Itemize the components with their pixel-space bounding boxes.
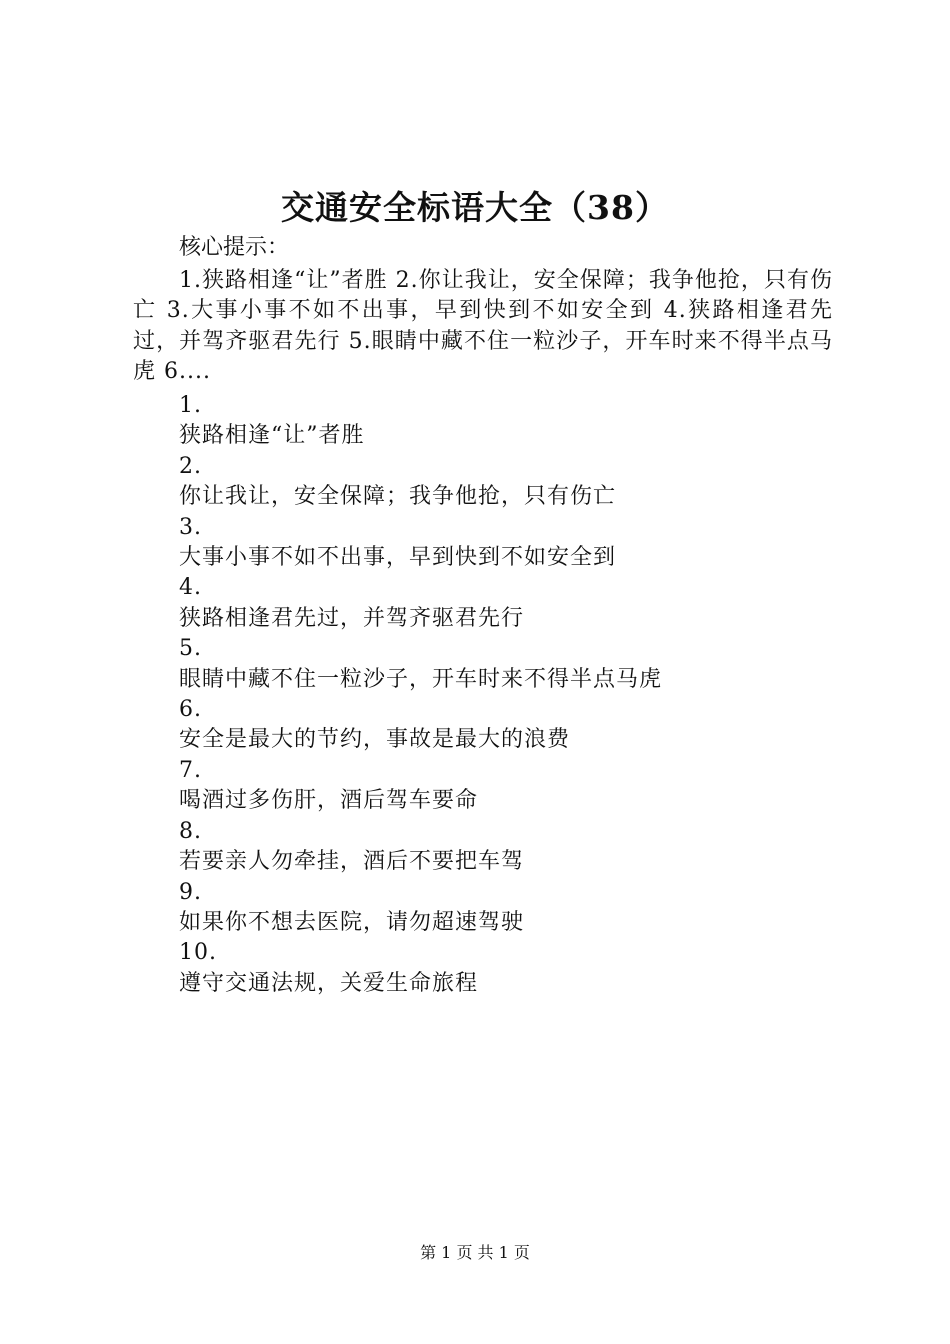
list-item-number: 9. — [179, 879, 202, 905]
list-item-text: 安全是最大的节约，事故是最大的浪费 — [179, 727, 571, 753]
document-title: 交通安全标语大全（38） — [281, 188, 669, 227]
list-item — [179, 938, 839, 999]
list-item-text: 狭路相逢君先过，并驾齐驱君先行 — [179, 605, 525, 631]
list-item-text: 若要亲人勿牵挂，酒后不要把车驾 — [179, 849, 525, 875]
list-item-text: 眼睛中藏不住一粒沙子，开车时来不得半点马虎 — [179, 666, 663, 692]
page-footer: 第 1 页 共 1 页 — [420, 1243, 530, 1262]
list-item — [179, 573, 839, 634]
list-item-text: 遵守交通法规，关爱生命旅程 — [179, 970, 479, 996]
list-item — [179, 817, 839, 878]
list-item-number: 2. — [179, 453, 202, 479]
list-item — [179, 391, 839, 452]
list-item-text: 大事小事不如不出事，早到快到不如安全到 — [179, 545, 617, 571]
list-item — [179, 878, 839, 939]
list-item-text: 狭路相逢“让”者胜 — [179, 423, 365, 449]
list-item-number: 10. — [179, 940, 217, 966]
slogan-list — [179, 391, 839, 999]
summary-label: 核心提示： — [179, 235, 290, 260]
list-item — [179, 634, 839, 695]
list-item-text: 如果你不想去医院，请勿超速驾驶 — [179, 909, 525, 935]
list-item — [179, 695, 839, 756]
list-item-number: 6. — [179, 697, 202, 723]
list-item — [179, 756, 839, 817]
list-item-text: 喝酒过多伤肝，酒后驾车要命 — [179, 788, 479, 814]
list-item — [179, 513, 839, 574]
list-item-number: 8. — [179, 818, 202, 844]
summary-paragraph: 1.狭路相逢“让”者胜 2.你让我让，安全保障；我争他抢，只有伤亡 3.大事小事不如不出事，早到快到不如安全到 4.狭路相逢君先过，并驾齐驱君先行 5.眼睛中藏不住一粒沙子，开车时来不得半点马虎 6.... — [133, 268, 834, 385]
list-item-text: 你让我让，安全保障；我争他抢，只有伤亡 — [179, 484, 617, 510]
list-item — [179, 452, 839, 513]
list-item-number: 1. — [179, 393, 202, 418]
list-item-number: 7. — [179, 757, 202, 783]
list-item-number: 3. — [179, 514, 202, 540]
list-item-number: 5. — [179, 636, 202, 662]
list-item-number: 4. — [179, 575, 202, 601]
